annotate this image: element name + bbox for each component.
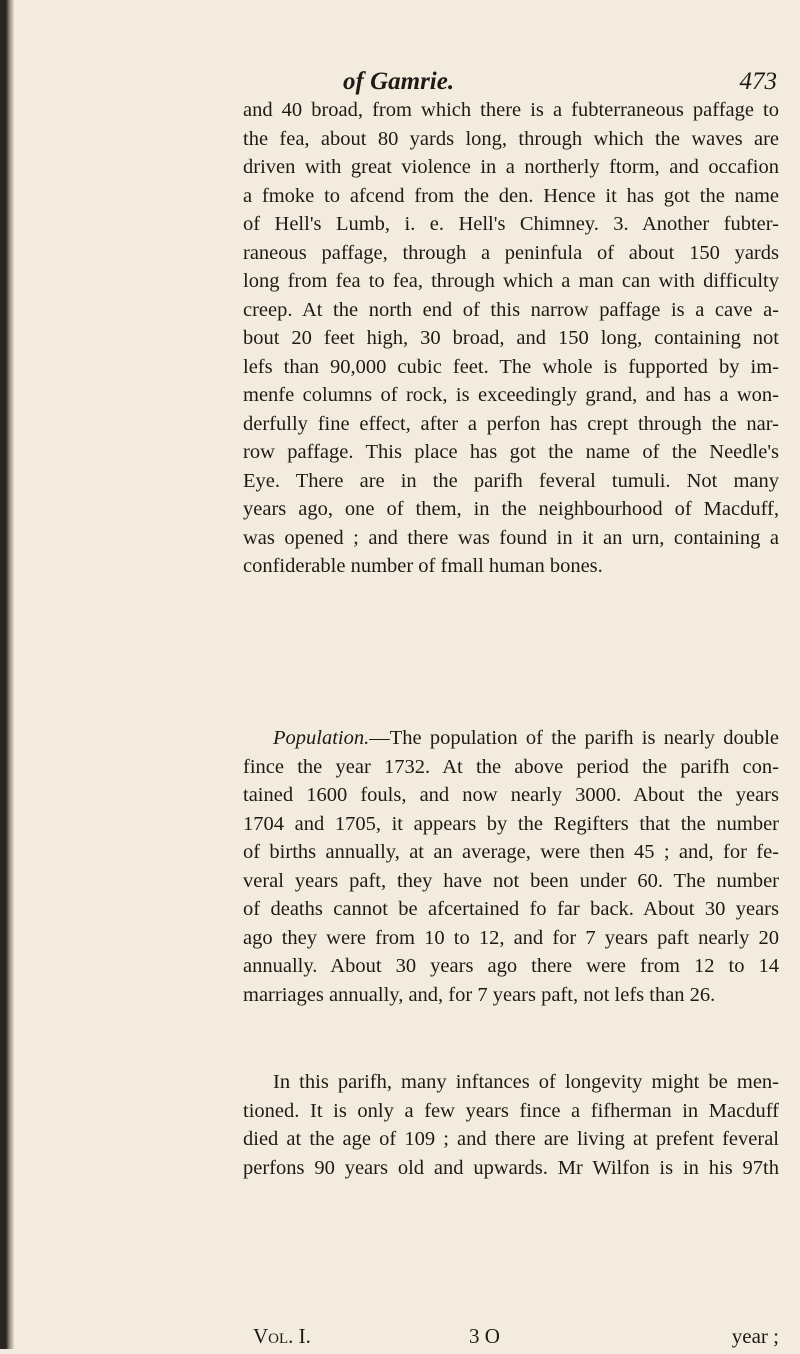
- paragraph-population: [243, 724, 779, 1009]
- paragraph-caves: [243, 96, 779, 581]
- text-line: creep. At the north end of this narrow paffage is a cave a-: [243, 298, 779, 321]
- text-line: Eye. There are in the parifh feveral tumuli. Not many: [243, 469, 779, 492]
- running-head-title: of Gamrie.: [343, 68, 455, 95]
- binding-edge: [0, 0, 14, 1349]
- text-line: was opened ; and there was found in it an urn, containing a: [243, 526, 779, 549]
- text-line: driven with great violence in a northerly ftorm, and occafion: [243, 156, 779, 178]
- text-line: [243, 724, 779, 753]
- text-line: the fea, about 80 yards long, through which the waves are: [243, 127, 779, 150]
- text-line: raneous paffage, through a peninfula of about 150 yards: [243, 241, 779, 264]
- text-line: 1704 and 1705, it appears by the Regifters that the number: [243, 812, 779, 835]
- paragraph-longevity: [243, 1068, 779, 1182]
- section-heading-population: Population.: [273, 727, 370, 749]
- text-line: tioned. It is only a few years fince a fifherman in Macduff: [243, 1099, 779, 1122]
- text-line: confiderable number of fmall human bones.: [243, 555, 603, 577]
- catchword: year ;: [731, 1324, 779, 1348]
- text-line: ago they were from 10 to 12, and for 7 years paft nearly 20: [243, 926, 779, 949]
- page-footer: [243, 1324, 779, 1354]
- text-line: menfe columns of rock, is exceedingly grand, and has a won-: [243, 384, 779, 406]
- text-line: annually. About 30 years ago there were from 12 to 14: [243, 955, 779, 977]
- text-line: and 40 broad, from which there is a fubterraneous paffage to: [243, 99, 779, 121]
- text-line: bout 20 feet high, 30 broad, and 150 long, containing not: [243, 327, 779, 349]
- text-line: perfons 90 years old and upwards. Mr Wilfon is in his 97th: [243, 1156, 779, 1179]
- book-page: [243, 68, 779, 1348]
- text-line: died at the age of 109 ; and there are living at prefent feveral: [243, 1128, 779, 1150]
- volume-mark: Vol. I.: [253, 1324, 311, 1348]
- text-line: of births annually, at an average, were then 45 ; and, for fe-: [243, 841, 779, 863]
- text-line: row paffage. This place has got the name of the Needle's: [243, 441, 779, 463]
- text-line: of deaths cannot be afcertained fo far back. About 30 years: [243, 898, 779, 920]
- text-line: In this parifh, many inftances of longevity might be men-: [273, 1071, 779, 1093]
- text-line: a fmoke to afcend from the den. Hence it has got the name: [243, 184, 779, 207]
- text-line: derfully fine effect, after a perfon has crept through the nar-: [243, 412, 779, 435]
- text-line: years ago, one of them, in the neighbourhood of Macduff,: [243, 498, 779, 520]
- text-line-rest: —The population of the parifh is nearly double: [369, 727, 779, 749]
- page-number: 473: [739, 68, 777, 95]
- signature-mark: 3 O: [469, 1324, 500, 1348]
- text-line: marriages annually, and, for 7 years paft, not lefs than 26.: [243, 983, 716, 1006]
- text-line: lefs than 90,000 cubic feet. The whole is fupported by im-: [243, 355, 779, 378]
- text-line: veral years paft, they have not been under 60. The number: [243, 869, 779, 892]
- text-line: long from fea to fea, through which a man can with difficulty: [243, 270, 779, 292]
- text-line: of Hell's Lumb, i. e. Hell's Chimney. 3. Another fubter-: [243, 213, 779, 235]
- text-line: tained 1600 fouls, and now nearly 3000. About the years: [243, 784, 779, 806]
- text-line: fince the year 1732. At the above period the parifh con-: [243, 755, 779, 778]
